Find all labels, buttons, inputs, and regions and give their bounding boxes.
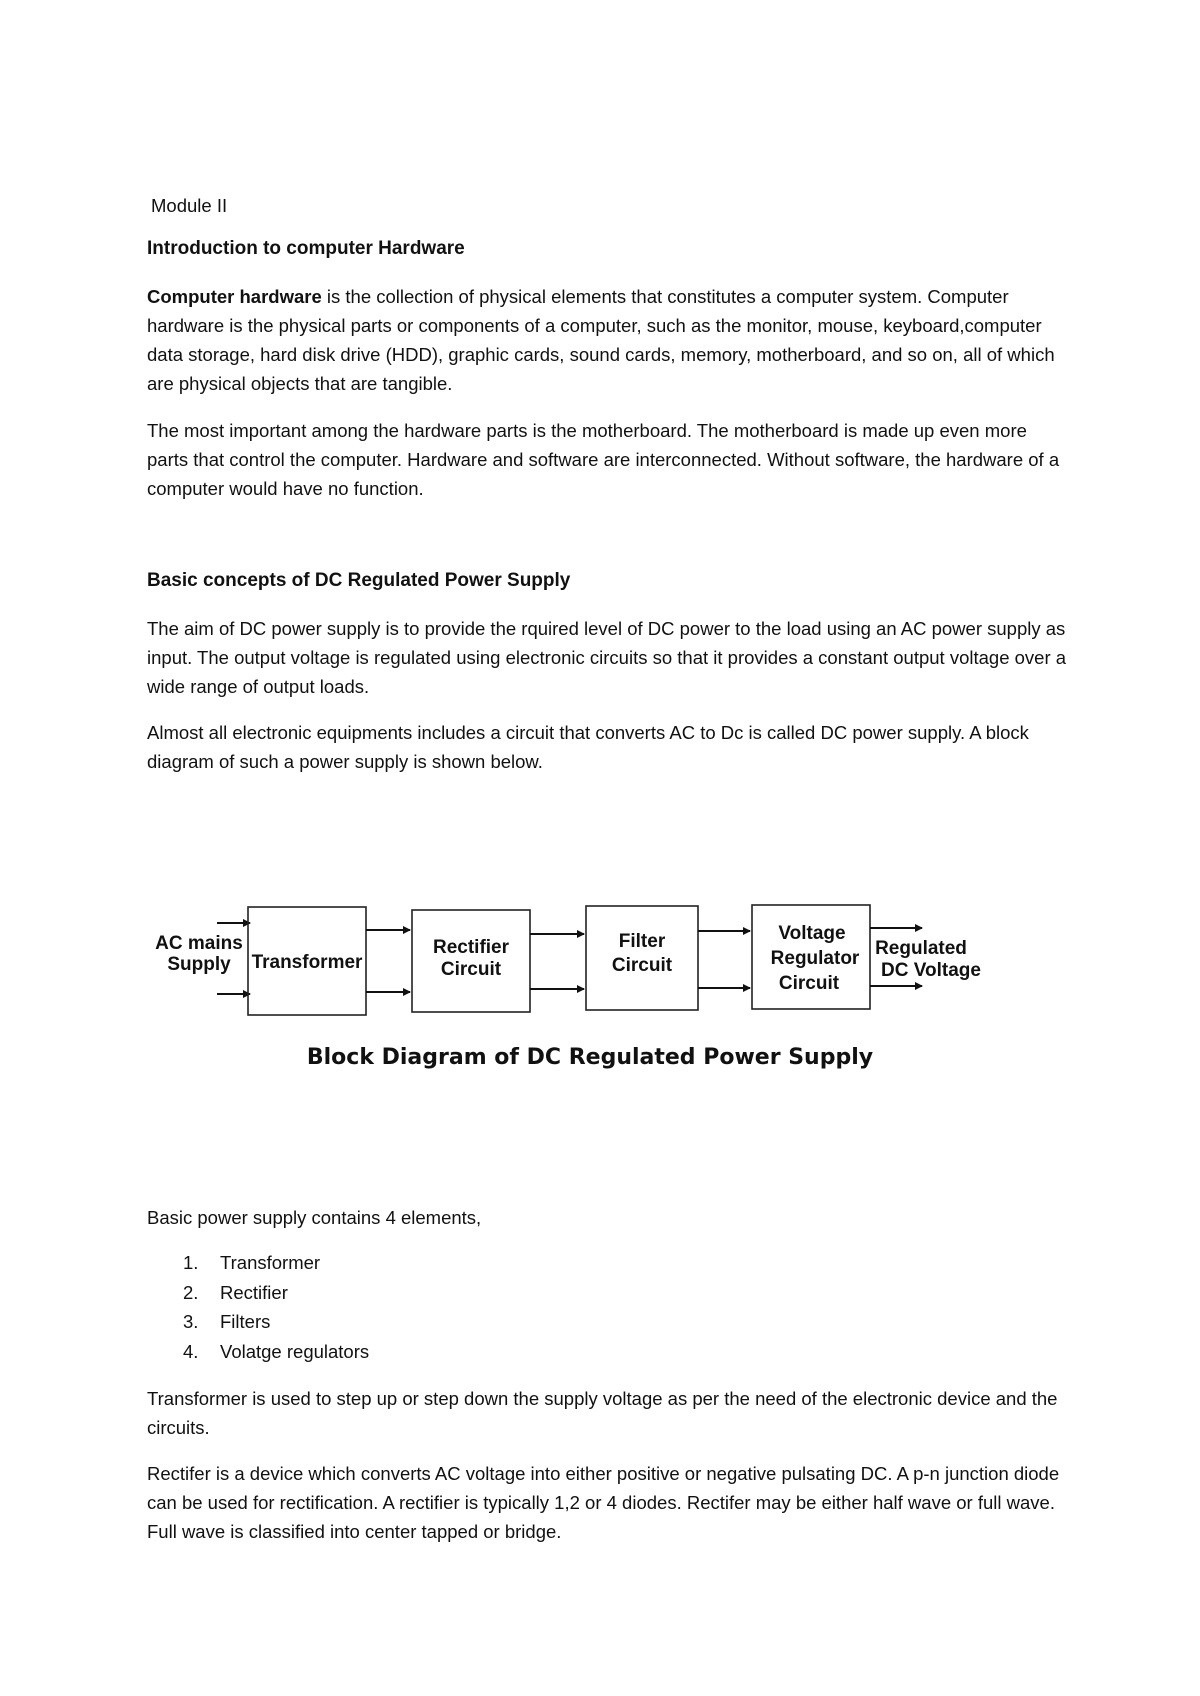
list-item: 2. Rectifier	[183, 1281, 288, 1303]
block-rectifier-label-line1: Rectifier	[432, 937, 510, 958]
paragraph-motherboard: The most important among the hardware parts is the motherboard. The motherboard is made up even more parts that control the computer. Hardware and software are interconnected. Without software, the hardware of a computer would have no function.	[147, 420, 1060, 499]
paragraph-rectifier: Rectifer is a device which converts AC voltage into either positive or negative pulsating DC. A p-n junction diode can be used for rectification. A rectifier is typically 1,2 or 4 diodes. Rectifer may be either half wave or full wave. Full wave is classified into center tapped or bridge.	[147, 1463, 1060, 1542]
paragraph-dc-intro: Almost all electronic equipments includes a circuit that converts AC to Dc is called DC power supply. A block diagram of such a power supply is shown below.	[147, 722, 1029, 772]
paragraph-hardware-definition	[147, 282, 1067, 398]
paragraph-lead-term: Computer hardware	[147, 286, 322, 307]
elements-list	[147, 1248, 369, 1366]
list-item: 3. Filters	[183, 1311, 271, 1332]
power-supply-block-diagram	[140, 890, 1020, 1090]
block-filter-label-line2: Circuit	[611, 955, 673, 976]
input-label-line1: AC mains	[155, 933, 243, 954]
block-transformer-label: Transformer	[251, 952, 363, 973]
section-heading-hardware: Introduction to computer Hardware	[147, 238, 465, 259]
output-label-line1: Regulated	[875, 938, 967, 959]
input-label-line2: Supply	[167, 954, 231, 975]
paragraph-body: is the collection of physical elements that constitutes a computer system. Computer hardware is the physical parts or components of a computer, such as the monitor, mouse, keyboard,computer data storage, hard disk drive (HDD), graphic cards, sound cards, memory, motherboard, and so on, all of which are physical objects that are tangible.	[147, 286, 1055, 394]
list-item: 4. Volatge regulators	[183, 1340, 370, 1362]
paragraph-dc-aim: The aim of DC power supply is to provide the rquired level of DC power to the load using an AC power supply as input. The output voltage is regulated using electronic circuits so that it provides a constant output voltage over a wide range of output loads.	[147, 618, 1067, 697]
block-regulator-label-line2: Regulator	[770, 948, 860, 969]
block-regulator-label-line1: Voltage	[778, 923, 846, 944]
block-filter-label-line1: Filter	[618, 931, 666, 952]
paragraph-transformer: Transformer is used to step up or step down the supply voltage as per the need of the electronic device and the circuits.	[147, 1388, 1058, 1438]
output-label-line2: DC Voltage	[881, 960, 981, 981]
block-rectifier-label-line2: Circuit	[440, 959, 502, 980]
elements-intro: Basic power supply contains 4 elements,	[147, 1207, 482, 1228]
diagram-caption: Block Diagram of DC Regulated Power Supply	[306, 1045, 874, 1070]
block-regulator-label-line3: Circuit	[778, 973, 840, 994]
section-heading-power-supply: Basic concepts of DC Regulated Power Supply	[147, 570, 571, 591]
module-label: Module II	[151, 195, 228, 216]
list-item: 1. Transformer	[183, 1252, 321, 1273]
